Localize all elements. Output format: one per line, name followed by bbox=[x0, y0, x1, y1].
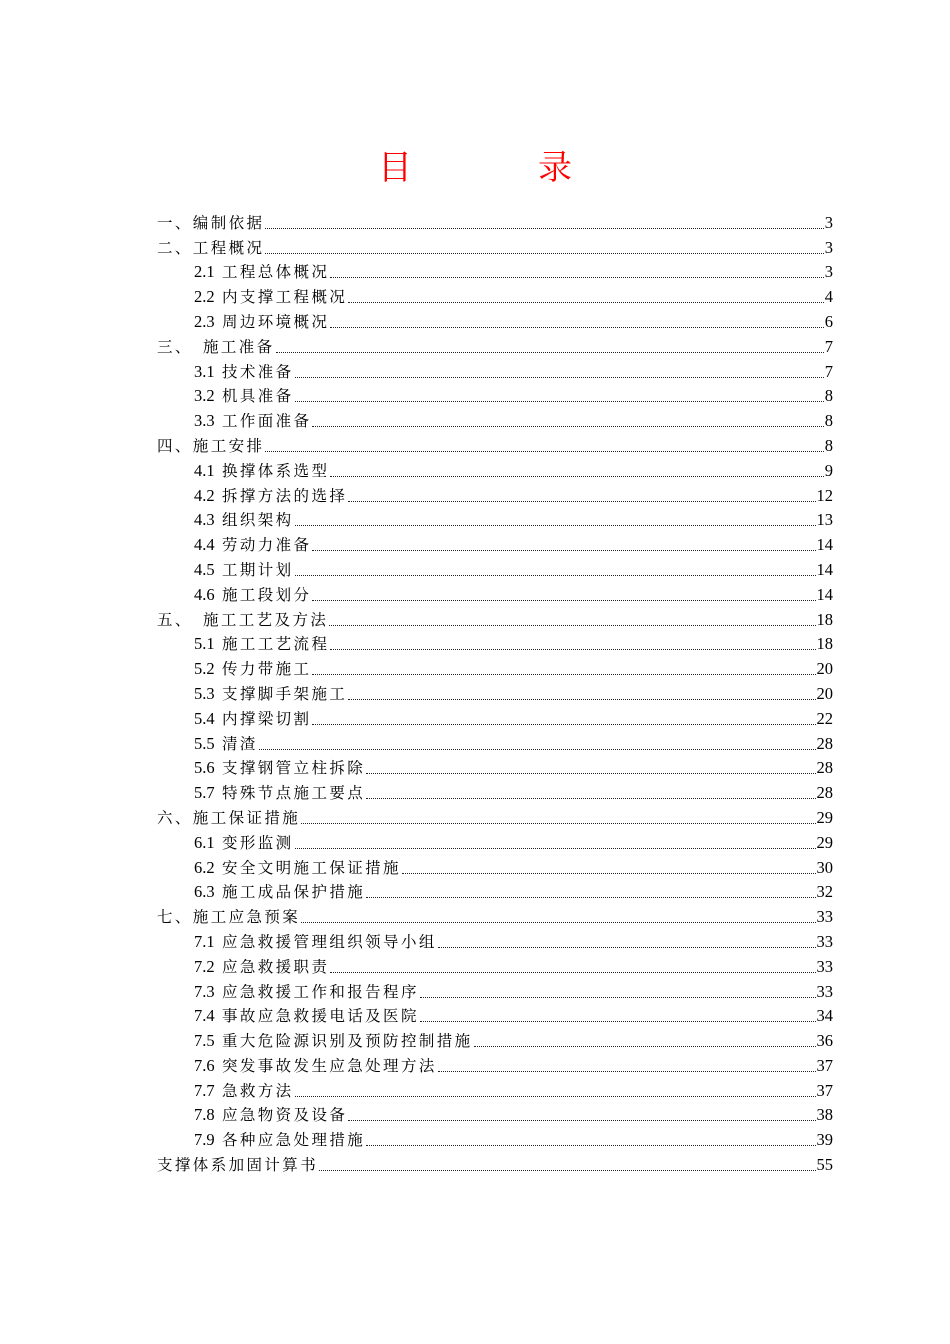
toc-entry-label: 三、 施工准备 bbox=[157, 337, 275, 356]
dot-leader bbox=[295, 525, 816, 526]
toc-entry-page-number: 33 bbox=[816, 931, 833, 951]
toc-entry-label: 6.3 施工成品保护措施 bbox=[194, 882, 366, 902]
toc-entry-page-number: 20 bbox=[816, 683, 833, 703]
toc-entry[interactable] bbox=[157, 332, 833, 357]
toc-entry-label: 四、施工安排 bbox=[157, 436, 265, 455]
dot-leader bbox=[301, 922, 815, 923]
dot-leader bbox=[295, 401, 824, 402]
dot-leader bbox=[312, 550, 815, 551]
toc-entry-label: 5.1 施工工艺流程 bbox=[194, 634, 330, 654]
dot-leader bbox=[330, 649, 815, 650]
toc-entry[interactable] bbox=[157, 357, 833, 382]
toc-entry-page-number: 6 bbox=[824, 311, 833, 331]
toc-entry-label: 二、工程概况 bbox=[157, 238, 265, 257]
dot-leader bbox=[319, 1170, 815, 1171]
toc-entry[interactable] bbox=[157, 778, 833, 803]
dot-leader bbox=[295, 1096, 816, 1097]
toc-entry-label: 4.3 组织架构 bbox=[194, 510, 294, 530]
dot-leader bbox=[259, 749, 816, 750]
toc-entry[interactable] bbox=[157, 605, 833, 630]
toc-entry[interactable] bbox=[157, 258, 833, 283]
dot-leader bbox=[438, 1071, 816, 1072]
toc-entry[interactable] bbox=[157, 233, 833, 258]
toc-entry-page-number: 18 bbox=[816, 609, 833, 629]
toc-entry[interactable] bbox=[157, 307, 833, 332]
toc-entry-label: 7.1 应急救援管理组织领导小组 bbox=[194, 931, 437, 951]
toc-entry-label: 2.2 内支撑工程概况 bbox=[194, 287, 348, 307]
toc-entry[interactable] bbox=[157, 481, 833, 506]
toc-entry-page-number: 12 bbox=[816, 485, 833, 505]
toc-entry-label: 3.3 工作面准备 bbox=[194, 411, 312, 431]
toc-entry-label: 五、 施工工艺及方法 bbox=[157, 610, 329, 629]
dot-leader bbox=[330, 277, 823, 278]
toc-entry-label: 2.1 工程总体概况 bbox=[194, 262, 330, 282]
dot-leader bbox=[265, 228, 823, 229]
toc-entry[interactable] bbox=[157, 506, 833, 531]
dot-leader bbox=[366, 897, 815, 898]
toc-entry[interactable] bbox=[157, 729, 833, 754]
toc-entry-label: 7.2 应急救援职责 bbox=[194, 956, 330, 976]
toc-entry[interactable] bbox=[157, 1002, 833, 1027]
toc-entry[interactable] bbox=[157, 282, 833, 307]
toc-entry-page-number: 14 bbox=[816, 559, 833, 579]
toc-entry[interactable] bbox=[157, 679, 833, 704]
toc-entry-page-number: 28 bbox=[816, 783, 833, 803]
toc-entry-page-number: 3 bbox=[824, 237, 833, 257]
toc-entry-label: 4.5 工期计划 bbox=[194, 559, 294, 579]
toc-entry-page-number: 8 bbox=[824, 411, 833, 431]
toc-entry[interactable] bbox=[157, 630, 833, 655]
toc-entry-page-number: 4 bbox=[824, 287, 833, 307]
toc-entry[interactable] bbox=[157, 654, 833, 679]
toc-entry[interactable] bbox=[157, 1026, 833, 1051]
toc-entry-page-number: 37 bbox=[816, 1055, 833, 1075]
toc-entry-page-number: 7 bbox=[824, 361, 833, 381]
dot-leader bbox=[348, 699, 815, 700]
toc-entry-label: 5.2 传力带施工 bbox=[194, 659, 312, 679]
toc-entry-label: 5.4 内撑梁切割 bbox=[194, 708, 312, 728]
dot-leader bbox=[312, 426, 823, 427]
toc-entry-page-number: 3 bbox=[824, 262, 833, 282]
dot-leader bbox=[330, 972, 815, 973]
toc-entry-page-number: 37 bbox=[816, 1080, 833, 1100]
toc-entry-label: 7.4 事故应急救援电话及医院 bbox=[194, 1006, 419, 1026]
toc-entry[interactable] bbox=[157, 1101, 833, 1126]
toc-entry-label: 5.3 支撑脚手架施工 bbox=[194, 683, 348, 703]
toc-entry-page-number: 22 bbox=[816, 708, 833, 728]
toc-entry-label: 六、施工保证措施 bbox=[157, 808, 301, 827]
dot-leader bbox=[348, 1120, 815, 1121]
toc-entry-page-number: 8 bbox=[824, 386, 833, 406]
toc-entry-label: 4.2 拆撑方法的选择 bbox=[194, 485, 348, 505]
toc-entry-page-number: 29 bbox=[816, 832, 833, 852]
toc-entry[interactable] bbox=[157, 878, 833, 903]
toc-entry-page-number: 13 bbox=[816, 510, 833, 530]
toc-entry[interactable] bbox=[157, 555, 833, 580]
toc-entry-label: 7.7 急救方法 bbox=[194, 1080, 294, 1100]
toc-entry[interactable] bbox=[157, 208, 833, 233]
toc-entry-page-number: 14 bbox=[816, 535, 833, 555]
toc-entry[interactable] bbox=[157, 1076, 833, 1101]
dot-leader bbox=[329, 625, 815, 626]
toc-entry-label: 一、编制依据 bbox=[157, 213, 265, 232]
toc-entry-page-number: 8 bbox=[824, 435, 833, 455]
toc-entry-label: 7.3 应急救援工作和报告程序 bbox=[194, 981, 419, 1001]
toc-entry[interactable] bbox=[157, 406, 833, 431]
toc-entry[interactable] bbox=[157, 580, 833, 605]
dot-leader bbox=[295, 575, 816, 576]
toc-entry[interactable] bbox=[157, 1051, 833, 1076]
toc-entry[interactable] bbox=[157, 704, 833, 729]
toc-entry-page-number: 32 bbox=[816, 882, 833, 902]
toc-title: 目 录 bbox=[378, 148, 618, 188]
toc-entry[interactable] bbox=[157, 803, 833, 828]
dot-leader bbox=[295, 848, 816, 849]
dot-leader bbox=[366, 798, 815, 799]
dot-leader bbox=[474, 1046, 816, 1047]
dot-leader bbox=[348, 501, 815, 502]
dot-leader bbox=[420, 1021, 816, 1022]
dot-leader bbox=[330, 327, 823, 328]
dot-leader bbox=[438, 947, 816, 948]
toc-entry-page-number: 36 bbox=[816, 1031, 833, 1051]
toc-entry-label: 7.5 重大危险源识别及预防控制措施 bbox=[194, 1031, 473, 1051]
dot-leader bbox=[301, 823, 815, 824]
table-of-contents bbox=[157, 208, 833, 1175]
toc-entry-label: 7.6 突发事故发生应急处理方法 bbox=[194, 1055, 437, 1075]
toc-entry[interactable] bbox=[157, 828, 833, 853]
toc-entry-page-number: 28 bbox=[816, 733, 833, 753]
toc-entry[interactable] bbox=[157, 382, 833, 407]
toc-entry-label: 6.1 变形监测 bbox=[194, 832, 294, 852]
dot-leader bbox=[312, 674, 815, 675]
toc-entry-page-number: 39 bbox=[816, 1130, 833, 1150]
toc-entry[interactable] bbox=[157, 530, 833, 555]
dot-leader bbox=[265, 451, 823, 452]
toc-entry[interactable] bbox=[157, 927, 833, 952]
dot-leader bbox=[402, 873, 816, 874]
toc-entry-page-number: 38 bbox=[816, 1105, 833, 1125]
toc-entry-page-number: 33 bbox=[816, 981, 833, 1001]
toc-entry-label: 4.6 施工段划分 bbox=[194, 584, 312, 604]
dot-leader bbox=[295, 377, 824, 378]
toc-entry[interactable] bbox=[157, 952, 833, 977]
toc-entry-page-number: 3 bbox=[824, 212, 833, 232]
dot-leader bbox=[366, 1145, 815, 1146]
toc-entry[interactable] bbox=[157, 902, 833, 927]
toc-entry-label: 4.1 换撑体系选型 bbox=[194, 460, 330, 480]
dot-leader bbox=[366, 773, 815, 774]
toc-entry-page-number: 29 bbox=[816, 807, 833, 827]
toc-entry-page-number: 28 bbox=[816, 758, 833, 778]
toc-entry-page-number: 30 bbox=[816, 857, 833, 877]
dot-leader bbox=[420, 997, 816, 998]
toc-entry-label: 5.5 清渣 bbox=[194, 733, 258, 753]
dot-leader bbox=[348, 302, 823, 303]
dot-leader bbox=[265, 253, 823, 254]
toc-entry-label: 5.6 支撑钢管立柱拆除 bbox=[194, 758, 366, 778]
toc-entry-label: 2.3 周边环境概况 bbox=[194, 311, 330, 331]
toc-entry-label: 7.9 各种应急处理措施 bbox=[194, 1130, 366, 1150]
toc-entry-page-number: 7 bbox=[824, 336, 833, 356]
toc-entry-label: 7.8 应急物资及设备 bbox=[194, 1105, 348, 1125]
toc-entry-label: 支撑体系加固计算书 bbox=[157, 1156, 319, 1175]
toc-entry-page-number: 18 bbox=[816, 634, 833, 654]
dot-leader bbox=[312, 724, 815, 725]
toc-entry-page-number: 33 bbox=[816, 907, 833, 927]
toc-entry-page-number: 33 bbox=[816, 956, 833, 976]
toc-entry-page-number: 55 bbox=[816, 1155, 833, 1175]
dot-leader bbox=[312, 600, 815, 601]
toc-entry-label: 5.7 特殊节点施工要点 bbox=[194, 783, 366, 803]
dot-leader bbox=[276, 352, 824, 353]
toc-entry[interactable] bbox=[157, 431, 833, 456]
toc-entry[interactable] bbox=[157, 1150, 833, 1175]
toc-entry-label: 3.1 技术准备 bbox=[194, 361, 294, 381]
toc-entry-page-number: 14 bbox=[816, 584, 833, 604]
toc-entry-page-number: 20 bbox=[816, 659, 833, 679]
toc-entry-page-number: 34 bbox=[816, 1006, 833, 1026]
toc-entry-label: 3.2 机具准备 bbox=[194, 386, 294, 406]
toc-entry[interactable] bbox=[157, 977, 833, 1002]
dot-leader bbox=[330, 476, 823, 477]
toc-entry[interactable] bbox=[157, 853, 833, 878]
toc-entry-label: 七、施工应急预案 bbox=[157, 908, 301, 927]
toc-entry-label: 6.2 安全文明施工保证措施 bbox=[194, 857, 401, 877]
toc-entry-label: 4.4 劳动力准备 bbox=[194, 535, 312, 555]
toc-entry[interactable] bbox=[157, 456, 833, 481]
toc-entry-page-number: 9 bbox=[824, 460, 833, 480]
toc-entry[interactable] bbox=[157, 1125, 833, 1150]
toc-entry[interactable] bbox=[157, 754, 833, 779]
